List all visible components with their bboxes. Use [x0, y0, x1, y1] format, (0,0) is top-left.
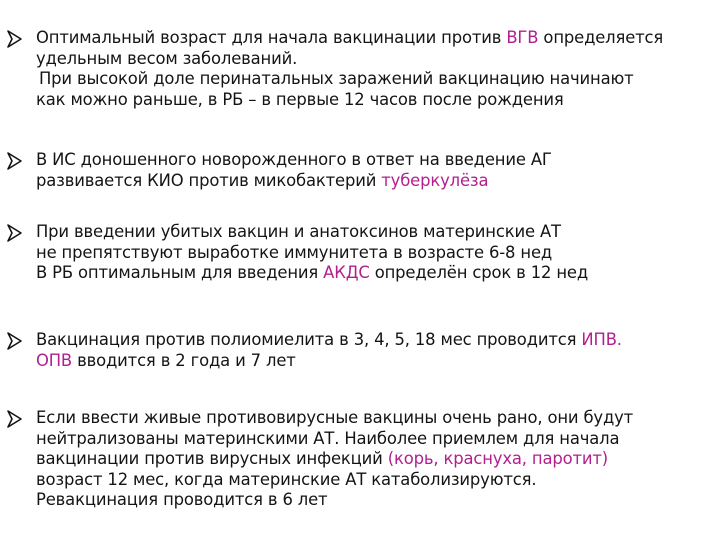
arrow-bullet-icon — [6, 150, 24, 172]
highlight-term: ОПВ — [36, 350, 73, 370]
bullet-item-killed-vaccines — [6, 222, 718, 284]
text-line: развивается КИО против микобактерий туберкулёза — [36, 170, 489, 190]
highlight-term: туберкулёза — [381, 170, 489, 190]
bullet-item-polio-vaccination — [6, 330, 718, 371]
text-line: как можно раньше, в РБ – в первые 12 часов после рождения — [36, 89, 564, 109]
text-line: В РБ оптимальным для введения АКДС определён срок в 12 нед — [36, 263, 589, 283]
arrow-bullet-icon — [6, 408, 24, 430]
highlight-term: АКДС — [323, 263, 370, 283]
text-line: Если ввести живые противовирусные вакцины очень рано, они будут — [36, 408, 634, 427]
text-line: При введении убитых вакцин и анатоксинов материнские АТ — [36, 222, 561, 241]
text-line: Оптимальный возраст для начала вакцинации против ВГВ определяется — [36, 28, 664, 47]
text-line: Вакцинация против полиомиелита в 3, 4, 5, 18 мес проводится ИПВ. — [36, 330, 622, 349]
text-line: удельным весом заболеваний. — [36, 48, 298, 68]
highlight-term: ВГВ — [506, 28, 539, 47]
text-line: При высокой доле перинатальных заражений вакцинацию начинают — [39, 69, 634, 89]
bullet-item-hbv-vaccination-age — [6, 28, 718, 110]
highlight-term: ИПВ. — [581, 330, 622, 349]
bullet-item-tuberculosis-immunity — [6, 150, 718, 191]
highlight-term: (корь, краснуха, паротит) — [387, 449, 609, 469]
arrow-bullet-icon — [6, 28, 24, 50]
text-line: ОПВ вводится в 2 года и 7 лет — [36, 350, 296, 370]
arrow-bullet-icon — [6, 330, 24, 352]
bullet-item-live-viral-vaccines — [6, 408, 718, 511]
text-line: Ревакцинация проводится в 6 лет — [36, 490, 328, 510]
text-line: вакцинации против вирусных инфекций (корь, краснуха, паротит) — [36, 449, 609, 469]
arrow-bullet-icon — [6, 222, 24, 244]
text-line: не препятствуют выработке иммунитета в возрасте 6-8 нед — [36, 242, 553, 262]
text-line: нейтрализованы материнскими АТ. Наиболее приемлем для начала — [36, 428, 620, 448]
text-line: В ИС доношенного новорожденного в ответ на введение АГ — [36, 150, 552, 169]
text-line: возраст 12 мес, когда материнские АТ катаболизируются. — [36, 469, 537, 489]
